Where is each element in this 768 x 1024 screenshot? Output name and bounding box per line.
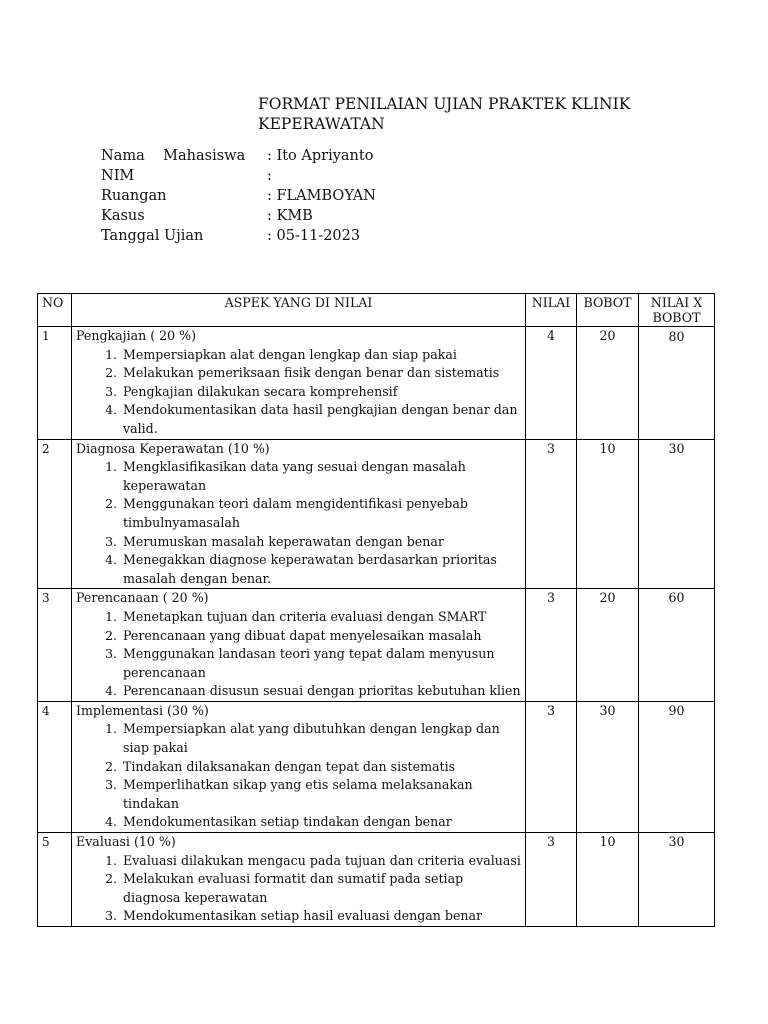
criteria-item: 2. Melakukan pemeriksaan fisik dengan benar dan sistematis — [121, 364, 521, 383]
row-number: 5 — [38, 833, 72, 927]
aspect-cell — [72, 439, 526, 589]
criteria-item: 2. Perencanaan yang dibuat dapat menyelesaikan masalah — [121, 627, 521, 646]
section-title: Implementasi (30 %) — [76, 702, 209, 718]
criteria-item: 4. Menegakkan diagnose keperawatan berdasarkan prioritas masalah dengan benar. — [121, 551, 521, 588]
criteria-item: 1. Mempersiapkan alat dengan lengkap dan siap pakai — [121, 346, 521, 365]
table-row — [38, 439, 715, 589]
criteria-list — [76, 458, 521, 588]
nilai-x-bobot-cell: 30 — [639, 833, 715, 927]
assessment-table — [37, 293, 715, 927]
aspect-cell — [72, 701, 526, 832]
info-value: : — [267, 168, 272, 184]
criteria-list — [76, 608, 521, 701]
criteria-list — [76, 346, 521, 439]
criteria-item: 3. Mendokumentasikan setiap hasil evaluasi dengan benar — [121, 907, 521, 926]
criteria-item: 1. Menetapkan tujuan dan criteria evaluasi dengan SMART — [121, 608, 521, 627]
criteria-item: 3. Pengkajian dilakukan secara komprehensif — [121, 383, 521, 402]
criteria-item: 1. Mengklasifikasikan data yang sesuai dengan masalah keperawatan — [121, 458, 521, 495]
criteria-item: 3. Memperlihatkan sikap yang etis selama melaksanakan tindakan — [121, 776, 521, 813]
header-no: NO — [38, 294, 72, 327]
header-nilai-x-bobot: NILAI X BOBOT — [639, 294, 715, 327]
header-aspect: ASPEK YANG DI NILAI — [72, 294, 526, 327]
table-header-row — [38, 294, 715, 327]
nilai-cell: 3 — [526, 833, 577, 927]
info-value: : KMB — [267, 208, 313, 224]
nilai-cell: 3 — [526, 589, 577, 702]
nilai-cell: 3 — [526, 439, 577, 589]
row-number: 1 — [38, 327, 72, 440]
nilai-cell: 3 — [526, 701, 577, 832]
criteria-list — [76, 720, 521, 832]
section-title: Pengkajian ( 20 %) — [76, 328, 197, 343]
info-value: : FLAMBOYAN — [267, 188, 376, 204]
bobot-cell: 20 — [577, 589, 639, 702]
criteria-item: 1. Mempersiapkan alat yang dibutuhkan dengan lengkap dan siap pakai — [121, 720, 521, 757]
table-row — [38, 701, 715, 832]
header-bobot: BOBOT — [577, 294, 639, 327]
info-label: NIM — [101, 168, 135, 184]
info-value: : 05-11-2023 — [267, 228, 361, 244]
bobot-cell: 30 — [577, 701, 639, 832]
info-label: Kasus — [101, 208, 145, 224]
criteria-item: 3. Menggunakan landasan teori yang tepat dalam menyusun perencanaan — [121, 645, 521, 682]
row-number: 2 — [38, 439, 72, 589]
criteria-list — [76, 852, 521, 926]
criteria-item: 4. Perencanaan disusun sesuai dengan prioritas kebutuhan klien — [121, 682, 521, 701]
criteria-item: 2. Melakukan evaluasi formatit dan sumatif pada setiap diagnosa keperawatan — [121, 870, 521, 907]
nilai-cell: 4 — [526, 327, 577, 440]
table-row — [38, 589, 715, 702]
criteria-item: 3. Merumuskan masalah keperawatan dengan benar — [121, 533, 521, 552]
header-nilai: NILAI — [526, 294, 577, 327]
aspect-cell — [72, 833, 526, 927]
nilai-x-bobot-cell: 90 — [639, 701, 715, 832]
section-title: Diagnosa Keperawatan (10 %) — [76, 440, 270, 456]
nilai-x-bobot-cell: 30 — [639, 439, 715, 589]
bobot-cell: 10 — [577, 439, 639, 589]
section-title: Perencanaan ( 20 %) — [76, 590, 209, 606]
criteria-item: 2. Tindakan dilaksanakan dengan tepat dan sistematis — [121, 758, 521, 777]
criteria-item: 2. Menggunakan teori dalam mengidentifikasi penyebab timbulnyamasalah — [121, 495, 521, 532]
bobot-cell: 10 — [577, 833, 639, 927]
info-label: Ruangan — [101, 188, 167, 204]
section-title: Evaluasi (10 %) — [76, 834, 176, 850]
criteria-item: 1. Evaluasi dilakukan mengacu pada tujuan dan criteria evaluasi — [121, 852, 521, 871]
aspect-cell — [72, 327, 526, 440]
criteria-item: 4. Mendokumentasikan data hasil pengkajian dengan benar dan valid. — [121, 401, 521, 438]
bobot-cell: 20 — [577, 327, 639, 440]
info-label: Tanggal Ujian — [101, 228, 204, 244]
nilai-x-bobot-cell: 60 — [639, 589, 715, 702]
row-number: 3 — [38, 589, 72, 702]
row-number: 4 — [38, 701, 72, 832]
nilai-x-bobot-cell: 80 — [639, 327, 715, 440]
aspect-cell — [72, 589, 526, 702]
info-label: Nama Mahasiswa — [101, 148, 246, 164]
info-value: : Ito Apriyanto — [267, 148, 374, 164]
table-row — [38, 833, 715, 927]
document-title: FORMAT PENILAIAN UJIAN PRAKTEK KLINIK KEPERAWATAN — [258, 95, 631, 133]
table-row — [38, 327, 715, 440]
criteria-item: 4. Mendokumentasikan setiap tindakan dengan benar — [121, 813, 521, 832]
